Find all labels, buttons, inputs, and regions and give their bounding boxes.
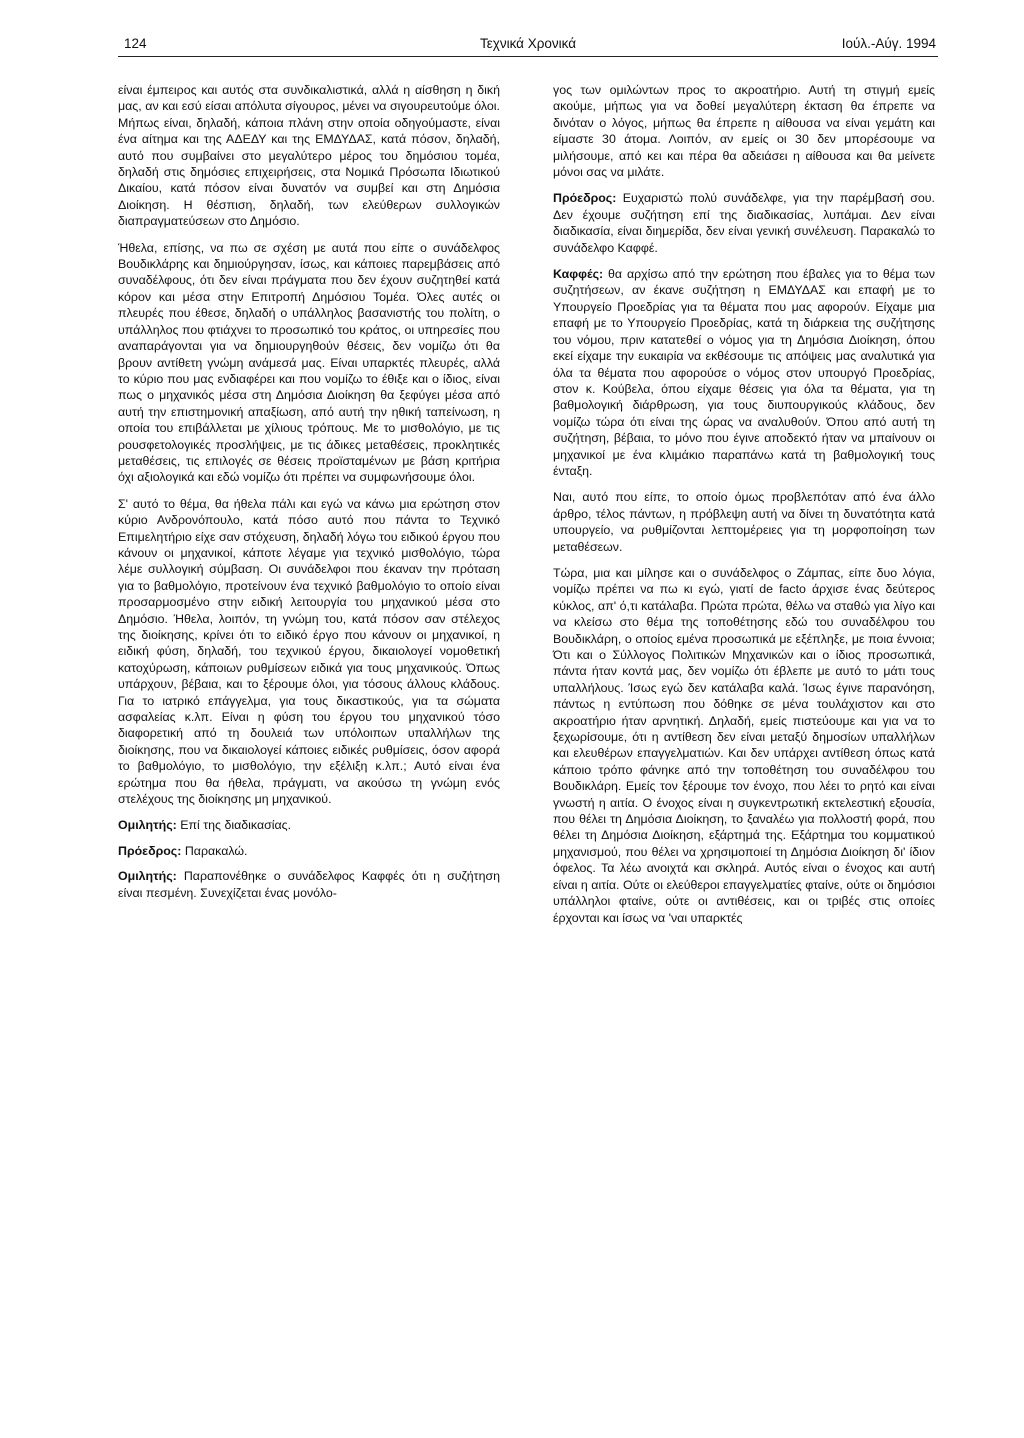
page-number: 124 <box>124 36 147 51</box>
issue-date: Ιούλ.-Αύγ. 1994 <box>841 36 936 51</box>
paragraph-text: Ναι, αυτό που είπε, το οποίο όμως προβλεπόταν από ένα άλλο άρθρο, τέλος πάντων, η πρόβλεψη αυτή να δίνει τη δυνατότητα κατά υπουργείο, να ρυθμίζονται λεπτομέρειες για τη μορφοποίηση των μεταθέσεων. <box>553 490 935 554</box>
page-header <box>118 34 938 57</box>
paragraph-text: Παραπονέθηκε ο συνάδελφος Καφφές ότι η συζήτηση είναι πεσμένη. Συνεχίζεται ένας μονόλο- <box>118 869 500 900</box>
left-column <box>118 82 500 910</box>
paragraph <box>553 190 935 256</box>
paragraph <box>553 266 935 479</box>
paragraph-text: είναι έμπειρος και αυτός στα συνδικαλιστικά, αλλά η αίσθηση η δική μας, αν και εσύ είσαι απόλυτα σίγουρος, μένει να σιγουρευτούμε όλοι. Μήπως είναι, δηλαδή, κάποια πλάνη στην οποία οδηγούμαστε, είναι ένα αίτημα και της ΑΔΕΔΥ και της ΕΜΔΥΔΑΣ, κατά πόσον, δηλαδή, αυτό που συμβαίνει στο μεγαλύτερο μέρος του δημόσιου τομέα, δηλαδή στις δημόσιες επιχειρήσεις, στα Νομικά Πρόσωπα Ιδιωτικού Δικαίου, κατά πόσον είναι δυνατόν να συμβεί και στη Δημόσια Διοίκηση. Η θέσπιση, δηλαδή, των ελεύθερων συλλογικών διαπραγματεύσεων στο Δημόσιο. <box>118 83 500 229</box>
paragraph-text: γος των ομιλώντων προς το ακροατήριο. Αυτή τη στιγμή εμείς ακούμε, μήπως για να δοθεί μεγαλύτερη έκταση θα έπρεπε να δινόταν ο λόγος, μήπως θα έπρεπε η αίθουσα να είναι γεμάτη και είμαστε 30 άτομα. Λοιπόν, αν εμείς οι 30 δεν μπορέσουμε να μιλήσουμε, από κει και πέρα θα αδειάσει η αίθουσα και θα μείνετε μόνοι σας να μιλάτε. <box>553 83 935 180</box>
speaker-label: Καφφές: <box>553 267 604 282</box>
speaker-label: Πρόεδρος: <box>553 191 617 206</box>
paragraph-text: Σ' αυτό το θέμα, θα ήθελα πάλι και εγώ να κάνω μια ερώτηση στον κύριο Ανδρονόπουλο, κατά πόσο αυτό που πάντα το Τεχνικό Επιμελητήριο είχε σαν στόχευση, δηλαδή λόγω του ειδικού έργου που κάνουν οι μηχανικοί, κάποτε λέγαμε για τεχνικό μισθολόγιο, τώρα λέμε συλλογική σύμβαση. Οι συνάδελφοι που έκαναν την πρόταση για το βαθμολόγιο, προτείνουν ένα τεχνικό βαθμολόγιο το οποίο είναι προσαρμοσμένο στην ειδική λειτουργία του μηχανικού μέσα στο Δημόσιο. Ήθελα, λοιπόν, τη γνώμη του, κατά πόσον σαν στέλεχος της διοίκησης, κρίνει ότι το ειδικό έργο που κάνουν οι μηχανικοί, η ειδική φύση, δηλαδή, του τεχνικού έργου, δικαιολογεί νομοθετική κατοχύρωση, κάποιων ρυθμίσεων ειδικά για τους μηχανικούς. Όπως υπάρχουν, βέβαια, και το ξέρουμε όλοι, για τόσους άλλους κλάδους. Για το ιατρικό επάγγελμα, για τους δικαστικούς, για τα σώματα ασφαλείας κ.λπ. Είναι η φύση του έργου του μηχανικού τόσο διαφορετική από τη δουλειά των υπόλοιπων υπαλλήλων της διοίκησης, που να δικαιολογεί κάποιες ειδικές ρυθμίσεις, όσον αφορά το βαθμολόγιο, το μισθολόγιο, την εξέλιξη κ.λπ.; Αυτό είναι ένα ερώτημα που θα ήθελα, πράγματι, να ακούσω τη γνώμη ενός στελέχους της διοίκησης μη μηχανικού. <box>118 496 500 807</box>
paragraph-text: θα αρχίσω από την ερώτηση που έβαλες για το θέμα των συζητήσεων, αν έκανε συζήτηση η ΕΜΔΥΔΑΣ και επαφή με το Υπουργείο Προεδρίας για τα θέματα που μας αφορούν. Είχαμε μια επαφή με το Υπουργείο Προεδρίας, κατά τη διάρκεια της συζήτησης του νόμου, πριν κατατεθεί ο νόμος για τη Δημόσια Διοίκηση, όπου εκεί είχαμε την ευκαιρία να εκθέσουμε τις απόψεις μας αναλυτικά για όλα τα θέματα που αφορούσε ο νόμος στον υπουργό Προεδρίας, στον κ. Κούβελα, όπου είχαμε θέσεις για όλα τα θέματα, για τη βαθμολογική διάρθρωση, για τους διυπουργικούς κλάδους, δεν νομίζω τώρα ότι είναι της ώρας να αναλυθούν. Όπου από αυτή τη συζήτηση, βέβαια, το μόνο που έγινε αποδεκτό ήταν να μπαίνουν οι μηχανικοί με ένα κλιμάκιο παραπάνω κατά τη βαθμολογική τους ένταξη. <box>553 267 935 478</box>
speaker-label: Ομιλητής: <box>118 818 177 833</box>
paragraph <box>118 82 500 230</box>
paragraph <box>553 489 935 555</box>
paragraph <box>118 868 500 901</box>
speaker-label: Πρόεδρος: <box>118 843 182 858</box>
speaker-label: Ομιλητής: <box>118 869 177 884</box>
paragraph <box>118 843 500 859</box>
paragraph <box>118 817 500 833</box>
right-column <box>553 82 935 936</box>
paragraph <box>553 565 935 926</box>
paragraph-text: Παρακαλώ. <box>181 843 248 858</box>
paragraph <box>118 496 500 808</box>
paragraph <box>118 240 500 486</box>
paragraph-text: Ήθελα, επίσης, να πω σε σχέση με αυτά που είπε ο συνάδελφος Βουδικλάρης και δημιούργησαν, ίσως, και κάποιες παρεμβάσεις από συναδέλφους, ότι δεν είναι πράγματα που δεν έχουν συζητηθεί κατά κόρον και μέσα στην Επιτροπή Δημόσιου Τομέα. Όλες αυτές οι πλευρές που έθεσε, δηλαδή ο υπάλληλος βασανιστής του πολίτη, ο υπάλληλος που φτιάχνει το προσωπικό του κράτος, οι υπηρεσίες που αναπαράγονται για να δημιουργηθούν θέσεις, δεν νομίζω ότι θα βρουν αντίθετη γνώμη ανάμεσά μας. Είναι υπαρκτές πλευρές, αλλά το κύριο που μας ενδιαφέρει και που νομίζω το έθιξε και ο ίδιος, είναι πως ο μηχανικός μέσα στη Δημόσια Διοίκηση θα ξεφύγει μέσα από αυτή την επιστημονική απαξίωση, από αυτή την ηθική ταπείνωση, η οποία του επιβάλλεται με χίλιους τρόπους. Με το μισθολόγιο, με τις ρουσφετολογικές προσλήψεις, με τις άδικες μεταθέσεις, προκλητικές μεταθέσεις, τις επιλογές σε θέσεις προϊσταμένων με βάση κριτήρια όχι αξιολογικά και εδώ νομίζω ότι πρέπει να συμφωνήσουμε όλοι. <box>118 240 500 485</box>
paragraph-text: Επί της διαδικασίας. <box>176 818 292 833</box>
paragraph <box>553 82 935 180</box>
journal-title: Τεχνικά Χρονικά <box>479 36 577 51</box>
paragraph-text: Ευχαριστώ πολύ συνάδελφε, για την παρέμβασή σου. Δεν έχουμε συζήτηση επί της διαδικασίας, λυπάμαι. Δεν είναι διαδικασία, είναι διημερίδα, δεν είναι γενική συνέλευση. Παρακαλώ το συνάδελφο Καφφέ. <box>553 191 935 255</box>
paragraph-text: Τώρα, μια και μίλησε και ο συνάδελφος ο Ζάμπας, είπε δυο λόγια, νομίζω πρέπει να πω κι εγώ, γιατί de facto άρχισε ένας δεύτερος κύκλος, απ' ό,τι κατάλαβα. Πρώτα πρώτα, θέλω να σταθώ για λίγο και να κλείσω στο θέμα της τοποθέτησης εδώ του συναδέλφου του Βουδικλάρη, ο οποίος εμένα προσωπικά με εξέπληξε, με ποια έννοια; Ότι και ο Σύλλογος Πολιτικών Μηχανικών και ο ίδιος προσωπικά, πάντα ήταν κοντά μας, δεν νομίζω ότι έβλεπε με αυτό το μάτι τους υπαλλήλους. Ίσως εγώ δεν κατάλαβα καλά. Ίσως έγινε παρανόηση, πάντως η εντύπωση που δόθηκε σε μένα τουλάχιστον και στο ακροατήριο ήταν αρνητική. Δηλαδή, εμείς πιστεύουμε και για να το ξεχωρίσουμε, ότι η αντίθεση δεν είναι μεταξύ δημοσίων υπαλλήλων και ελευθέρων επαγγελματιών. Και δεν υπάρχει αντίθεση όπως κατά κάποιο τρόπο φάνηκε από την τοποθέτηση του συναδέλφου του Βουδικλάρη. Εμείς τον ξέρουμε τον ένοχο, που λέει το ρητό και είναι γνωστή η αιτία. Ο ένοχος είναι η συγκεντρωτική εκτελεστική εξουσία, που θέλει τη Δημόσια Διοίκηση, το ξαναλέω για πολλοστή φορά, που θέλει τη Δημόσια Διοίκηση, εξάρτημά της. Εξάρτημα του κομματικού μηχανισμού, που θέλει να χρησιμοποιεί τη Δημόσια Διοίκηση δι' ίδιον όφελος. Τα λέω ανοιχτά και σκληρά. Αυτός είναι ο ένοχος και αυτή είναι η αιτία. Ούτε οι ελεύθεροι επαγγελματίες φταίνε, ούτε οι δημόσιοι υπάλληλοι φταίνε, ούτε οι αντιθέσεις, και οι τριβές στις οποίες έρχονται και ίσως να 'ναι υπαρκτές <box>553 565 935 925</box>
